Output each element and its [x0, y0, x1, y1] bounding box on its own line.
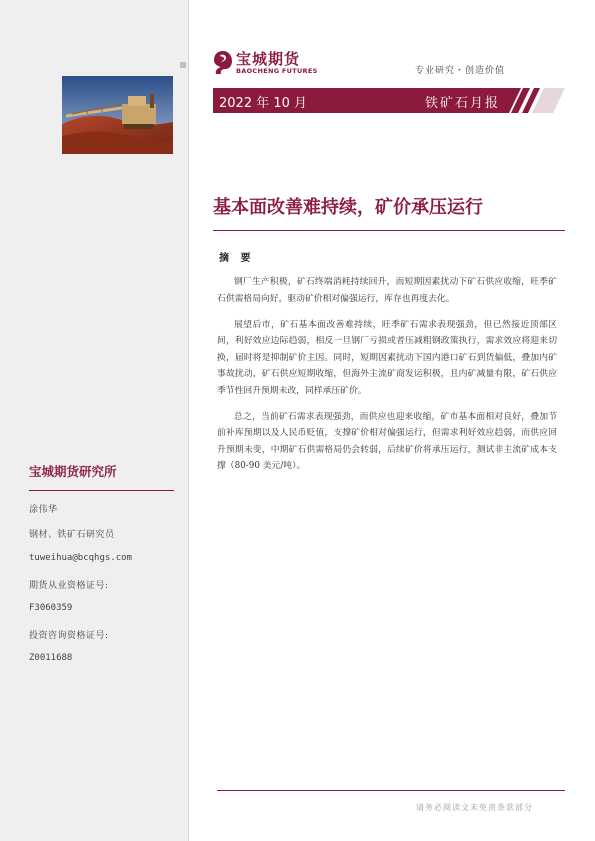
report-title: 基本面改善难持续，矿价承压运行 [213, 197, 483, 218]
report-date: 2022 年 10 月 [219, 96, 308, 111]
sidebar-divider [188, 0, 189, 841]
analyst-name: 涂伟华 [29, 505, 58, 515]
futures-cert-label: 期货从业资格证号: [29, 581, 109, 591]
corner-mark [180, 62, 186, 68]
title-divider [213, 230, 565, 231]
abstract-body [217, 274, 557, 484]
abstract-paragraph: 总之，当前矿石需求表现强劲，而供应也迎来收缩，矿市基本面相对良好，叠加节前补库预期以及人民币贬值，支撑矿价相对偏强运行，但需求利好效应趋弱，而供应回升预期未变，中期矿石供需格局仍会转弱，后续矿价将承压运行，测试非主流矿成本支撑（80-90 美元/吨）。 [217, 411, 557, 471]
company-logo [213, 50, 318, 76]
slogan: 专业研究・创造价值 [415, 66, 506, 76]
footer-divider [217, 790, 565, 791]
analyst-email[interactable]: tuweihua@bcqhgs.com [29, 553, 132, 563]
iron-ore-stacker-photo [62, 76, 173, 154]
baocheng-logo-icon [213, 50, 233, 76]
report-banner [213, 88, 565, 113]
logo-cn-text: 宝城期货 [236, 50, 301, 68]
invest-cert-label: 投资咨询资格证号: [29, 631, 109, 641]
analyst-title: 钢材、铁矿石研究员 [29, 530, 115, 540]
report-type: 铁矿石月报 [425, 96, 501, 111]
abstract-paragraph: 展望后市，矿石基本面改善难持续，旺季矿石需求表现强劲，但已然接近顶部区间，利好效应边际趋弱，相反一旦钢厂亏损或者压减粗钢政策执行，需求效应将迎来切换，届时将是抑制矿价主因。同时，短期因素扰动下国内港口矿石到货偏低，叠加内矿事故扰动，矿石供应短期收缩，但海外主流矿商发运积极，且内矿减量有限，矿石供应季节性回升预期未改，同样承压矿价。 [217, 319, 557, 396]
abstract-paragraph: 钢厂生产积极，矿石终端消耗持续回升，而短期因素扰动下矿石供应收缩，旺季矿石供需格局向好，驱动矿价相对偏强运行，库存也再度去化。 [217, 277, 557, 304]
disclaimer-note: 请务必阅读文末免责条款部分 [416, 803, 533, 812]
logo-en-text: BAOCHENG FUTURES [236, 67, 318, 75]
futures-cert-number: F3060359 [29, 603, 73, 613]
institute-divider [29, 490, 174, 491]
invest-cert-number: Z0011688 [29, 653, 73, 663]
abstract-heading: 摘 要 [219, 253, 255, 264]
institute-name: 宝城期货研究所 [29, 464, 117, 479]
